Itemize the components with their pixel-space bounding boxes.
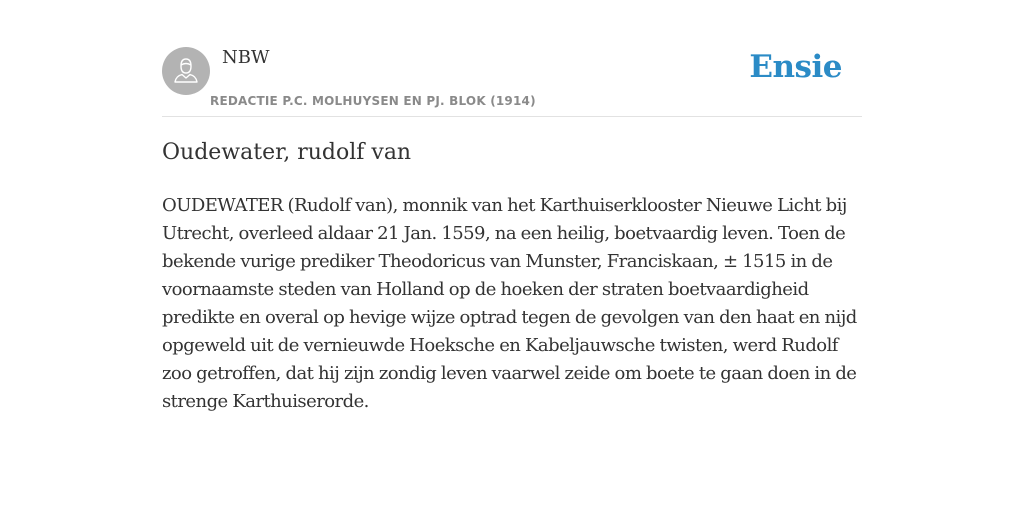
user-icon	[162, 47, 210, 95]
article-title: Oudewater, rudolf van	[162, 140, 412, 165]
brand-logo[interactable]: Ensie	[749, 49, 842, 85]
author-name[interactable]: NBW	[222, 47, 270, 68]
author-avatar[interactable]	[162, 47, 210, 95]
editor-credit: REDACTIE P.C. MOLHUYSEN EN PJ. BLOK (1914)	[210, 94, 536, 108]
article-body: OUDEWATER (Rudolf van), monnik van het Karthuiserklooster Nieuwe Licht bij Utrecht, overleed aldaar 21 Jan. 1559, na een heilig, boetvaardig leven. Toen de bekende vurige prediker Theodoricus van Munster, Franciskaan, ± 1515 in de voornaamste steden van Holland op de hoeken der straten boetvaardigheid predikte en overal op hevige wijze optrad tegen de gevolgen van den haat en nijd opgeweld uit de vernieuwde Hoeksche en Kabeljauwsche twisten, werd Rudolf zoo getroffen, dat hij zijn zondig leven vaarwel zeide om boete te gaan doen in de strenge Karthuiserorde.	[162, 195, 857, 412]
article-header	[162, 40, 862, 117]
